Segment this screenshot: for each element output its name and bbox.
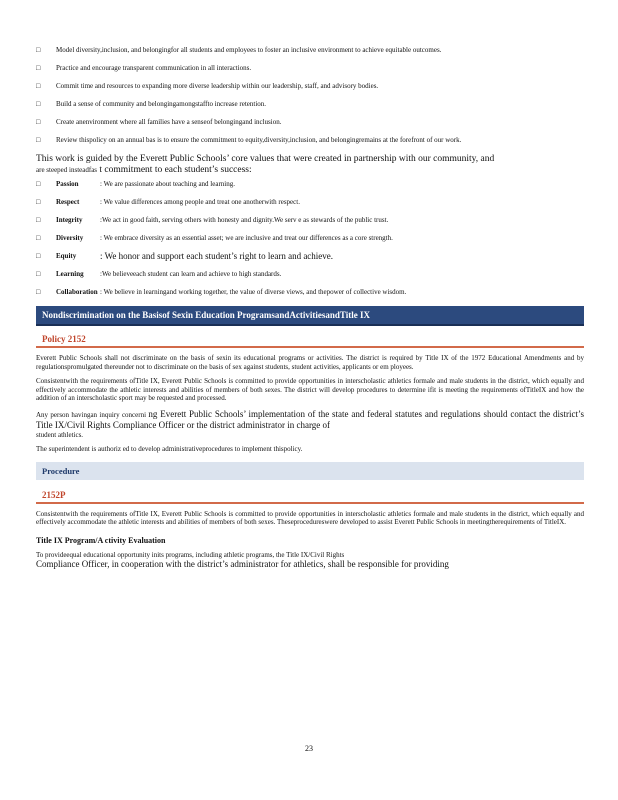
bullet-marker: □ bbox=[36, 288, 41, 296]
bullet-marker: □ bbox=[36, 118, 41, 126]
value-text: :We believeeach student can learn and achieve to high standards. bbox=[100, 270, 282, 278]
procedure-code-heading: 2152P bbox=[36, 488, 584, 504]
document-page bbox=[36, 46, 584, 570]
list-item bbox=[36, 64, 584, 73]
procedure-bar: Procedure bbox=[36, 462, 584, 480]
list-item bbox=[36, 118, 584, 127]
values-intro-line: This work is guided by the Everett Public Schools’ core values that were created in partnership with our community, and bbox=[36, 154, 495, 164]
value-item bbox=[36, 288, 584, 297]
value-item bbox=[36, 180, 584, 189]
list-item-text: Build a sense of community and belongingamongstaffto increase retention. bbox=[56, 100, 267, 108]
procedure-paragraph: Consistentwith the requirements ofTitle IX, Everett Public Schools is committed to provide opportunities in interscholastic athletics formale and male students in the district, which equally and effectively accommodate the athletic interests and abilities of members of both sexes. Theseprocedureswere developed to assist Everett Public Schools in meetingtherequirements of TitleIX. bbox=[36, 509, 584, 526]
bullet-marker: □ bbox=[36, 64, 41, 72]
list-item-text: Practice and encourage transparent communication in all interactions. bbox=[56, 64, 252, 72]
final-text-small: To provideequal educational opportunity inits programs, including athletic programs, the Title IX/Civil Rights bbox=[36, 550, 345, 559]
bullet-marker: □ bbox=[36, 198, 41, 206]
list-item-text: Create anenvironment where all families have a senseof belongingand inclusion. bbox=[56, 118, 282, 126]
policy-paragraph: Consistentwith the requirements ofTitle IX, Everett Public Schools is committed to provide opportunities in interscholastic athletics formale and male students in the district, which equally and effectively accommodate the athletic interests and abilities of members of both sexes. The district will develop procedures to determine ifit is meeting the requirements ofTitleIX and how the addition of an interscholastic sport may be requested and processed. bbox=[36, 377, 584, 402]
values-intro-rest: t commitment to each student’s success: bbox=[99, 165, 252, 175]
bullet-marker: □ bbox=[36, 216, 41, 224]
superintendent-paragraph: The superintendent is authoriz ed to develop administrativeprocedures to implement thispolicy. bbox=[36, 445, 303, 453]
inquiry-paragraph bbox=[36, 409, 584, 440]
policy-heading: Policy 2152 bbox=[36, 332, 584, 348]
value-name: Equity bbox=[56, 252, 77, 260]
page-number: 23 bbox=[305, 744, 313, 753]
value-text: : We believe in learningand working together, the value of diverse views, and thepower of collective wisdom. bbox=[100, 288, 407, 296]
value-name: Collaboration bbox=[56, 288, 98, 296]
bullet-marker: □ bbox=[36, 100, 41, 108]
subsection-heading: Title IX Program/A ctivity Evaluation bbox=[36, 535, 166, 545]
inquiry-text-large: ng Everett Public Schools’ implementation of the state and federal statutes and regulations should contact the district’s Title IX/Civil Rights Compliance Officer or the district administrator in charge of bbox=[36, 408, 584, 430]
policy-paragraph: Everett Public Schools shall not discriminate on the basis of sexin its educational programs or activities. The district is required by Title IX of the 1972 Educational Amendments and by regulationspromulgated thereunder not to discriminate on the basis of sex against students, student activities, applicants or em ployees. bbox=[36, 354, 584, 371]
value-name: Passion bbox=[56, 180, 79, 188]
list-item-text: Commit time and resources to expanding more diverse leadership within our leadership, staff, and advisory bodies. bbox=[56, 82, 379, 90]
value-name: Learning bbox=[56, 270, 84, 278]
value-item bbox=[36, 234, 584, 243]
value-text: : We value differences among people and treat one anotherwith respect. bbox=[100, 198, 300, 206]
value-item bbox=[36, 198, 584, 207]
value-text: : We are passionate about teaching and learning. bbox=[100, 180, 235, 188]
list-item bbox=[36, 136, 584, 145]
bullet-marker: □ bbox=[36, 270, 41, 278]
list-item bbox=[36, 100, 584, 109]
value-name: Diversity bbox=[56, 234, 84, 242]
value-text: : We embrace diversity as an essential asset; we are inclusive and treat our differences as a core strength. bbox=[100, 234, 393, 242]
values-intro-small: are steeped insteadfas bbox=[36, 166, 98, 174]
value-text: : We honor and support each student’s right to learn and achieve. bbox=[100, 251, 334, 261]
inquiry-text-end: student athletics. bbox=[36, 430, 84, 439]
bullet-marker: □ bbox=[36, 46, 41, 54]
list-item bbox=[36, 82, 584, 91]
inquiry-text-small: Any person havingan inquiry concerni bbox=[36, 410, 147, 419]
value-item bbox=[36, 270, 584, 279]
final-text-large: Compliance Officer, in cooperation with the district’s administrator for athletics, shall be responsible for providing bbox=[36, 559, 449, 569]
values-list bbox=[36, 180, 584, 297]
value-name: Respect bbox=[56, 198, 80, 206]
final-paragraph bbox=[36, 551, 584, 571]
bullet-marker: □ bbox=[36, 234, 41, 242]
section-title-bar: Nondiscrimination on the Basisof Sexin Education ProgramsandActivitiesandTitle IX bbox=[36, 306, 584, 326]
list-item-text: Model diversity,inclusion, and belongingfor all students and employees to foster an inclusive environment to achieve equitable outcomes. bbox=[56, 46, 442, 54]
value-name: Integrity bbox=[56, 216, 83, 224]
bullet-marker: □ bbox=[36, 82, 41, 90]
value-text: :We act in good faith, serving others with honesty and dignity.We serv e as stewards of the public trust. bbox=[100, 216, 389, 224]
bullet-marker: □ bbox=[36, 252, 41, 260]
value-item bbox=[36, 252, 584, 261]
bullet-list bbox=[36, 46, 584, 145]
values-intro bbox=[36, 154, 584, 176]
list-item-text: Review thispolicy on an annual bas is to ensure the commitment to equity,diversity,inclusion, and belongingremains at the forefront of our work. bbox=[56, 136, 462, 144]
list-item bbox=[36, 46, 584, 55]
value-item bbox=[36, 216, 584, 225]
bullet-marker: □ bbox=[36, 136, 41, 144]
bullet-marker: □ bbox=[36, 180, 41, 188]
